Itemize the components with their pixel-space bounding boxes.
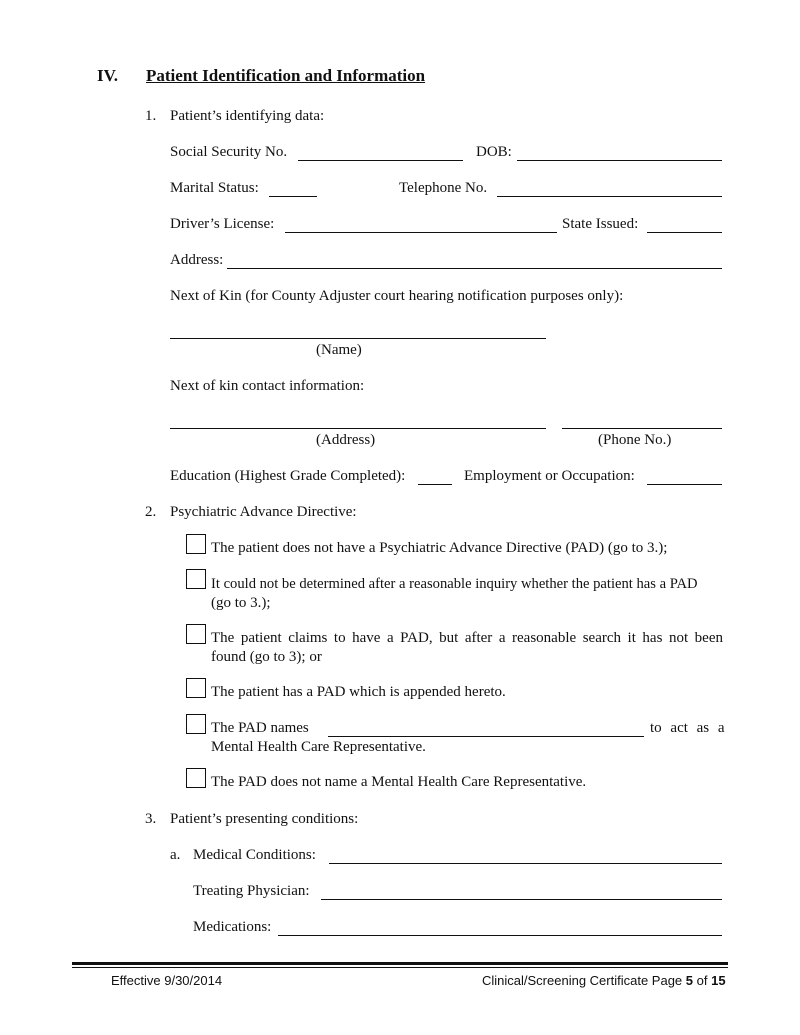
pad-option-undetermined-checkbox[interactable]: [186, 569, 206, 589]
pad-option-claims-label-cont: found (go to 3); or: [211, 649, 322, 665]
education-label: Education (Highest Grade Completed):: [170, 468, 406, 484]
marital-label: Marital Status:: [170, 180, 259, 196]
address-label: Address:: [170, 252, 224, 268]
footer-page-prefix: Clinical/Screening Certificate Page: [482, 973, 686, 988]
pad-representative-field[interactable]: [328, 736, 644, 737]
license-label: Driver’s License:: [170, 216, 275, 232]
kin-name-caption: (Name): [316, 342, 362, 358]
license-field[interactable]: [285, 232, 557, 233]
pad-option-undetermined-label: It could not be determined after a reasonable inquiry whether the patient has a PAD: [211, 576, 698, 592]
telephone-field[interactable]: [497, 196, 722, 197]
footer-page-number: 5: [685, 973, 694, 988]
section-title: [146, 66, 425, 86]
kin-contact-label: Next of kin contact information:: [170, 378, 365, 394]
ssn-label: Social Security No.: [170, 144, 288, 160]
footer-page-of: of: [693, 973, 712, 988]
pad-option-names-label-cont: Mental Health Care Representative.: [211, 739, 426, 755]
state-label: State Issued:: [562, 216, 639, 232]
item2-label: Psychiatric Advance Directive:: [170, 504, 357, 520]
address-field[interactable]: [227, 268, 722, 269]
kin-phone-field[interactable]: [562, 428, 722, 429]
footer-rule-thin: [72, 967, 728, 968]
medical-conditions-label: Medical Conditions:: [193, 847, 316, 863]
pad-option-undetermined-label-cont: (go to 3.);: [211, 595, 271, 611]
medical-conditions-field[interactable]: [329, 863, 722, 864]
ssn-field[interactable]: [298, 160, 463, 161]
dob-label: DOB:: [476, 144, 512, 160]
state-field[interactable]: [647, 232, 722, 233]
footer-page-info: [482, 973, 726, 988]
next-of-kin-label: Next of Kin (for County Adjuster court hearing notification purposes only):: [170, 288, 624, 304]
pad-option-appended-label: The patient has a PAD which is appended hereto.: [211, 684, 506, 700]
item3-sub-a: a.: [170, 847, 181, 863]
kin-name-field[interactable]: [170, 338, 546, 339]
section-number: IV.: [97, 66, 118, 85]
pad-option-no-representative-checkbox[interactable]: [186, 768, 206, 788]
kin-address-caption: (Address): [316, 432, 376, 448]
item1-number: 1.: [145, 108, 157, 124]
item3-label: Patient’s presenting conditions:: [170, 811, 359, 827]
item1-label: Patient’s identifying data:: [170, 108, 325, 124]
footer-page-total: 15: [711, 973, 726, 988]
pad-option-no-representative-label: The PAD does not name a Mental Health Care Representative.: [211, 774, 587, 790]
dob-field[interactable]: [517, 160, 722, 161]
section-title-text: Patient Identification and Information: [146, 66, 426, 85]
item3-number: 3.: [145, 811, 157, 827]
pad-option-names-checkbox[interactable]: [186, 714, 206, 734]
employment-field[interactable]: [647, 484, 722, 485]
education-field[interactable]: [418, 484, 452, 485]
treating-physician-field[interactable]: [321, 899, 722, 900]
treating-physician-label: Treating Physician:: [193, 883, 310, 899]
medications-label: Medications:: [193, 919, 272, 935]
footer-effective-date: Effective 9/30/2014: [111, 973, 223, 988]
pad-option-claims-checkbox[interactable]: [186, 624, 206, 644]
pad-option-none-label: The patient does not have a Psychiatric Advance Directive (PAD) (go to 3.);: [211, 540, 668, 556]
pad-option-names-suffix: to act as a: [650, 720, 725, 736]
item2-number: 2.: [145, 504, 157, 520]
pad-option-appended-checkbox[interactable]: [186, 678, 206, 698]
employment-label: Employment or Occupation:: [464, 468, 635, 484]
pad-option-none-checkbox[interactable]: [186, 534, 206, 554]
pad-option-claims-label: The patient claims to have a PAD, but after a reasonable search it has not been: [211, 630, 723, 646]
pad-option-names-label: The PAD names: [211, 720, 309, 736]
footer-rule-thick: [72, 962, 728, 965]
kin-address-field[interactable]: [170, 428, 546, 429]
marital-field[interactable]: [269, 196, 317, 197]
medications-field[interactable]: [278, 935, 722, 936]
kin-phone-caption: (Phone No.): [598, 432, 672, 448]
telephone-label: Telephone No.: [399, 180, 488, 196]
